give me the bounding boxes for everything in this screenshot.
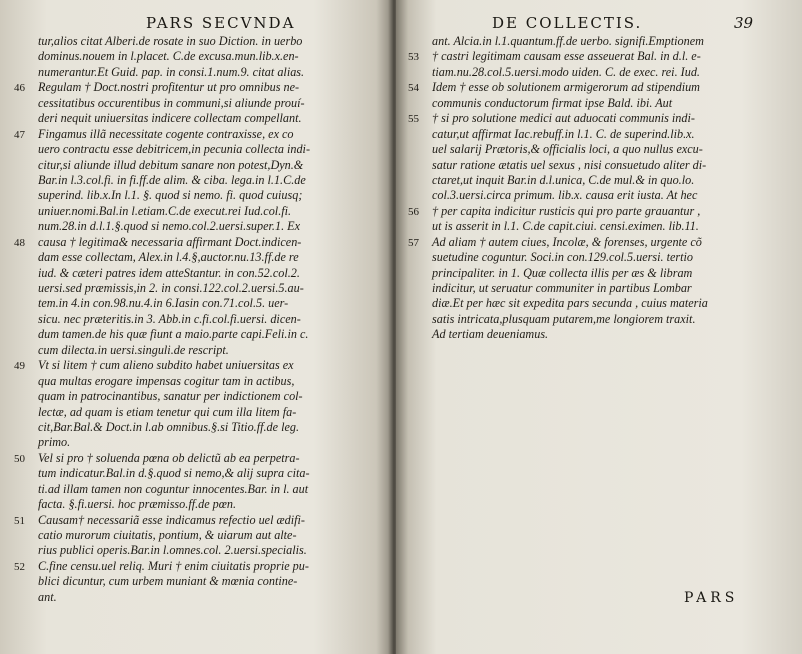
line-text: tiam.nu.28.col.5.uersi.modo uiden. C. de exec. rei. Iud. [432, 64, 700, 79]
line-text: uniuer.nomi.Bal.in l.etiam.C.de execut.rei Iud.col.fi. [38, 203, 292, 218]
paragraph-number: 55 [408, 113, 419, 126]
text-line [14, 296, 378, 311]
right-text-block [408, 34, 780, 343]
line-text: numerantur.Et Guid. pap. in consi.1.num.9. citat alias. [38, 64, 305, 79]
paragraph-number: 53 [408, 51, 419, 64]
text-line [14, 513, 378, 528]
line-text: num.28.in d.l.1.§.quod si nemo.col.2.uersi.super.1. Ex [38, 219, 301, 234]
line-text: cum dilecta.in uersi.singuli.de rescript. [38, 342, 229, 357]
text-line [14, 451, 378, 466]
line-text: † castri legitimam causam esse asseuerat Bal. in d.l. e- [432, 49, 701, 64]
line-text: superind. lib.x.In l.1. §. quod si nemo. fi. quod cuiusq; [38, 188, 303, 203]
text-line [14, 34, 378, 49]
text-line [14, 281, 378, 296]
line-text: uel salarij Prætoris,& officialis loci, a quo nullus excu- [432, 142, 703, 157]
text-line [408, 312, 780, 327]
text-line [14, 49, 378, 64]
line-text: quam in patrocinantibus, sanatur per indictionem col- [38, 389, 303, 404]
line-text: primo. [38, 435, 71, 450]
line-text: satis intricata,plusquam putarem,me longiorem traxit. [432, 311, 696, 326]
text-line [14, 188, 378, 203]
text-line [14, 497, 378, 512]
line-text: Causam† necessariã esse indicamus refectio uel ædifi- [38, 512, 305, 527]
running-head-right: DE COLLECTIS. [492, 14, 643, 32]
text-line [408, 111, 780, 126]
line-text: Ad aliam † autem ciues, Incolæ, & forenses, urgente cõ [432, 234, 702, 249]
paragraph-number: 51 [14, 514, 25, 527]
text-line [408, 127, 780, 142]
text-line [14, 482, 378, 497]
text-line [408, 34, 780, 49]
text-line [14, 158, 378, 173]
text-line [14, 219, 378, 234]
text-line [14, 559, 378, 574]
line-text: qua multas erogare impensas cogitur tam in actibus, [38, 373, 295, 388]
line-text: C.fine censu.uel reliq. Muri † enim ciuitatis proprie pu- [38, 558, 309, 573]
text-line [14, 327, 378, 342]
paragraph-number: 47 [14, 128, 25, 141]
text-line [408, 158, 780, 173]
text-line [408, 49, 780, 64]
right-page [396, 0, 802, 654]
line-text: blici dicuntur, cum urbem muniant & mœnia contine- [38, 574, 298, 589]
line-text: causa † legitima& necessaria affirmant Doct.indicen- [38, 234, 302, 249]
text-line [14, 543, 378, 558]
paragraph-number: 52 [14, 560, 25, 573]
text-line [14, 250, 378, 265]
text-line [14, 574, 378, 589]
text-line [408, 142, 780, 157]
line-text: indicitur, ut seruatur communiter in partibus Lombar [432, 281, 692, 295]
line-text: cit,Bar.Bal.& Doct.in l.ab omnibus.§.si Titio.ff.de leg. [38, 419, 300, 434]
line-text: facta. §.fi.uersi. hoc præmisso.ff.de pœn. [38, 497, 237, 512]
line-text: lectæ, ad quam is etiam tenetur qui cum illa litem fa- [38, 404, 297, 419]
text-line [14, 127, 378, 142]
line-text: communis conductorum firmat ipse Bald. ibi. Aut [432, 95, 673, 110]
text-line [408, 250, 780, 265]
text-line [14, 405, 378, 420]
text-line [408, 219, 780, 234]
text-line [408, 80, 780, 95]
line-text: uero contractu esse debitricem,in pecunia collecta indi- [38, 142, 310, 157]
text-line [14, 266, 378, 281]
line-text: col.3.uersi.circa primum. lib.x. causa erit iusta. At hec [432, 188, 698, 203]
line-text: diæ.Et per hæc sit expedita pars secunda , cuius materia [432, 296, 708, 311]
text-line [408, 173, 780, 188]
text-line [14, 466, 378, 481]
line-text: Idem † esse ob solutionem armigerorum ad stipendium [432, 80, 700, 95]
text-line [14, 96, 378, 111]
line-text: satur ratione ætatis uel sexus , nisi consuetudo aliter di- [432, 157, 707, 172]
line-text: dum tamen.de his quæ fiunt a maio.parte capi.Feli.in c. [38, 327, 309, 342]
paragraph-number: 56 [408, 205, 419, 218]
paragraph-number: 46 [14, 82, 25, 95]
text-line [14, 80, 378, 95]
text-line [14, 358, 378, 373]
line-text: ti.ad illam tamen non coguntur innocentes.Bar. in l. aut [38, 481, 309, 496]
text-line [408, 296, 780, 311]
left-page [0, 0, 392, 654]
line-text: Regulam † Doct.nostri profitentur ut pro omnibus ne- [38, 80, 300, 95]
line-text: ant. [38, 589, 57, 604]
line-text: deri nequit uniuersitas indicere collectam compellant. [38, 111, 302, 126]
text-line [408, 65, 780, 80]
paragraph-number: 57 [408, 236, 419, 249]
left-text-block [14, 34, 378, 605]
line-text: ctaret,ut inquit Bar.in d.l.unica, C.de mul.& in quo.lo. [432, 172, 695, 187]
line-text: citur,si aliunde illud debitum sanare non potest,Dyn.& [38, 157, 304, 172]
text-line [408, 327, 780, 342]
line-text: tum indicatur.Bal.in d.§.quod si nemo,& alij supra cita- [38, 466, 310, 481]
text-line [408, 188, 780, 203]
line-text: Ad tertiam deueniamus. [432, 327, 549, 342]
text-line [14, 235, 378, 250]
text-line [14, 312, 378, 327]
catchword: PARS [684, 590, 739, 606]
text-line [408, 235, 780, 250]
line-text: ut is asserit in l.1. C.de capit.ciui. censi.eximen. lib.11. [432, 219, 699, 234]
paragraph-number: 50 [14, 452, 25, 465]
text-line [14, 343, 378, 358]
line-text: † per capita indicitur rusticis qui pro parte grauantur , [432, 203, 701, 218]
text-line [14, 173, 378, 188]
text-line [14, 142, 378, 157]
text-line [14, 374, 378, 389]
text-line [14, 204, 378, 219]
line-text: sicu. nec præteritis.in 3. Abb.in c.fi.col.fi.uersi. dicen- [38, 311, 301, 326]
line-text: † si pro solutione medici aut aduocati communis indi- [432, 111, 695, 126]
line-text: tur,alios citat Alberi.de rosate in suo Diction. in uerbo [38, 34, 303, 48]
line-text: catur,ut affirmat Iac.rebuff.in l.1. C. de superind.lib.x. [432, 126, 695, 141]
running-head-left: PARS SECVNDA [146, 14, 296, 32]
line-text: iud. & cæteri patres idem atteStantur. in con.52.col.2. [38, 265, 300, 280]
paragraph-number: 54 [408, 82, 419, 95]
text-line [14, 389, 378, 404]
line-text: Vt si litem † cum alieno subdito habet uniuersitas ex [38, 358, 294, 373]
paragraph-number: 48 [14, 236, 25, 249]
line-text: Vel si pro † soluenda pœna ob delictũ ab ea perpetra- [38, 450, 300, 465]
line-text: ant. Alcia.in l.1.quantum.ff.de uerbo. signifi.Emptionem [432, 34, 704, 48]
text-line [408, 266, 780, 281]
line-text: uersi.sed præmissis,in 2. in consi.122.col.2.uersi.5.au- [38, 281, 304, 295]
text-line [408, 204, 780, 219]
line-text: catio murorum ciuitatis, pontium, & uiarum aut alte- [38, 528, 297, 542]
line-text: cessitatibus occurentibus in communi,si aliunde prouí- [38, 95, 305, 110]
line-text: dam esse collectam, Alex.in l.4.§,auctor.nu.13.ff.de re [38, 250, 299, 265]
line-text: rius publici operis.Bar.in l.omnes.col. 2.uersi.specialis. [38, 543, 307, 558]
text-line [14, 435, 378, 450]
page-number: 39 [734, 14, 754, 32]
paragraph-number: 49 [14, 360, 25, 373]
line-text: Bar.in l.3.col.fi. in fi.ff.de alim. & ciba. lega.in l.1.C.de [38, 172, 306, 187]
text-line [408, 281, 780, 296]
line-text: principaliter. in 1. Quæ collecta illis per æs & libram [432, 265, 693, 280]
line-text: suetudine coguntur. Soci.in con.129.col.5.uersi. tertio [432, 250, 693, 265]
text-line [408, 96, 780, 111]
line-text: dominus.nouem in l.placet. C.de excusa.mun.lib.x.en- [38, 49, 299, 64]
text-line [14, 590, 378, 605]
line-text: Fingamus illã necessitate cogente contraxisse, ex co [38, 126, 294, 141]
line-text: tem.in 4.in con.98.nu.4.in 6.Iasin con.71.col.5. uer- [38, 296, 289, 311]
text-line [14, 65, 378, 80]
text-line [14, 528, 378, 543]
text-line [14, 111, 378, 126]
text-line [14, 420, 378, 435]
